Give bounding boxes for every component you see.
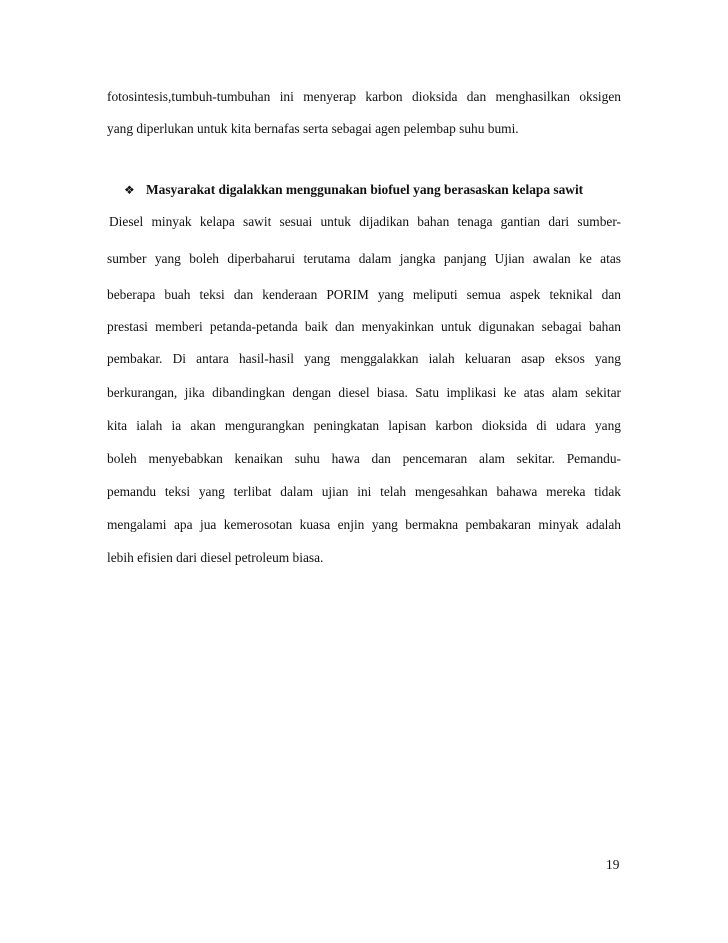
paragraph-1-line: yang diperlukan untuk kita bernafas serta sebagai agen pelembap suhu bumi. [107,121,519,136]
paragraph-2-line: kita ialah ia akan mengurangkan peningkatan lapisan karbon dioksida di udara yang [107,418,621,433]
page-number: 19 [606,857,620,872]
section-heading-text: Masyarakat digalakkan menggunakan biofuel yang berasaskan kelapa sawit [146,182,584,197]
paragraph-1-line: fotosintesis,tumbuh-tumbuhan ini menyerap karbon dioksida dan menghasilkan oksigen [107,89,621,104]
paragraph-2-line: boleh menyebabkan kenaikan suhu hawa dan pencemaran alam sekitar. Pemandu- [107,451,621,466]
paragraph-2-line: Diesel minyak kelapa sawit sesuai untuk dijadikan bahan tenaga gantian dari sumber- [109,214,621,229]
paragraph-2-line: lebih efisien dari diesel petroleum biasa. [107,550,324,565]
paragraph-2-line: prestasi memberi petanda-petanda baik dan menyakinkan untuk digunakan sebagai bahan [107,319,621,334]
diamond-bullet-icon: ❖ [124,183,135,197]
paragraph-2-line: mengalami apa jua kemerosotan kuasa enjin yang bermakna pembakaran minyak adalah [107,517,621,532]
paragraph-2-line: berkurangan, jika dibandingkan dengan diesel biasa. Satu implikasi ke atas alam sekitar [107,385,621,400]
section-heading [124,181,583,199]
paragraph-2-line: pembakar. Di antara hasil-hasil yang menggalakkan ialah keluaran asap eksos yang [107,351,621,366]
paragraph-2-line: beberapa buah teksi dan kenderaan PORIM yang meliputi semua aspek teknikal dan [107,287,621,302]
paragraph-2-line: sumber yang boleh diperbaharui terutama dalam jangka panjang Ujian awalan ke atas [107,251,621,266]
paragraph-2-line: pemandu teksi yang terlibat dalam ujian ini telah mengesahkan bahawa mereka tidak [107,484,621,499]
